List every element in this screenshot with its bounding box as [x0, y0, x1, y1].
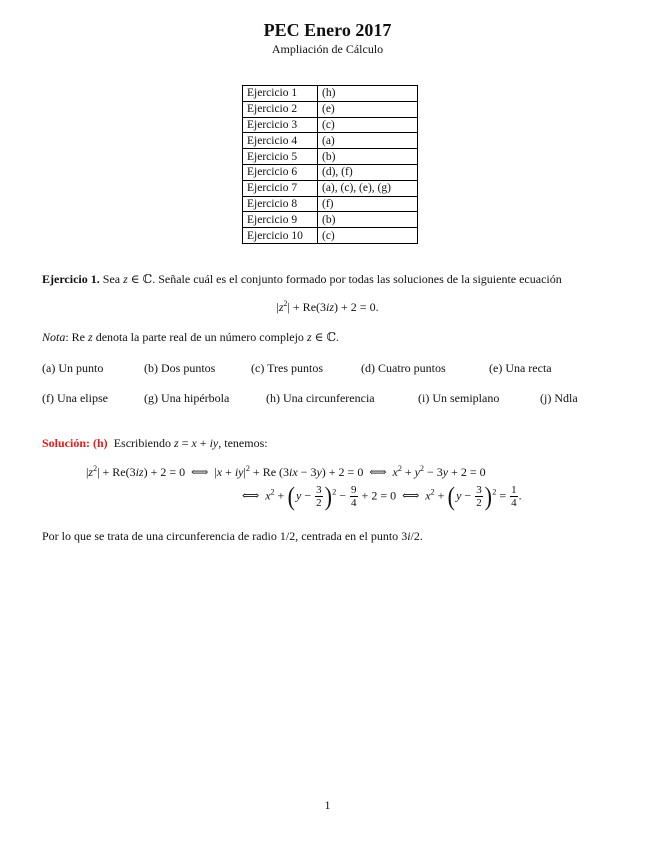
- answers-table-row: [243, 101, 418, 117]
- option-b: (b) Dos puntos: [144, 361, 216, 375]
- note-label: Nota: [42, 330, 66, 344]
- solution-conclusion: Por lo que se trata de una circunferencia de radio 1/2, centrada en el punto 3i/2.: [42, 529, 423, 543]
- answers-table-row: [243, 180, 418, 196]
- option-e: (e) Una recta: [489, 361, 552, 375]
- exercise-1-equation: $|z^2| + Re(3iz) + 2 = 0$.: [276, 299, 379, 314]
- exercise-cell: Ejercicio 1: [243, 86, 318, 102]
- option-h: (h) Una circunferencia: [266, 391, 375, 405]
- answer-cell: (c): [318, 117, 418, 133]
- solution-equation-line-1: $|z^2| + Re(3iz) + 2 = 0$ ⟺ $|x + iy|^2 + Re$ (3ix − 3y) + 2 = 0 ⟺ $x^2 + y^2 - 3y + 2 = 0$: [86, 464, 486, 479]
- answer-cell: (a): [318, 133, 418, 149]
- answer-cell: (a), (c), (e), (g): [318, 180, 418, 196]
- exercise-cell: Ejercicio 8: [243, 196, 318, 212]
- option-i: (i) Un semiplano: [418, 391, 500, 405]
- solution-conclusion-text: Por lo que se trata de una circunferencia de radio 1/2, centrada en el punto: [42, 529, 399, 543]
- answers-table-row: [243, 212, 418, 228]
- exercise-cell: Ejercicio 2: [243, 101, 318, 117]
- exercise-cell: Ejercicio 6: [243, 164, 318, 180]
- solution-intro-end: , tenemos:: [218, 436, 268, 450]
- solution-intro: Solución: (h) Escribiendo z = x + iy, tenemos:: [42, 436, 268, 450]
- answers-table-row: [243, 133, 418, 149]
- answer-cell: (h): [318, 86, 418, 102]
- solution-equation-line-2: ⟺ $x^2 + (y$ − $\frac{3}{2}$ )$^2$ − $\frac{9}{4}$ + 2 = 0 ⟺ $x^2 + (y$ − $\frac{3}{2}$ )$^2$ = $\frac{1}{4}$ .: [242, 481, 522, 511]
- option-d: (d) Cuatro puntos: [361, 361, 446, 375]
- exercise-cell: Ejercicio 10: [243, 228, 318, 244]
- exercise-1-statement: Ejercicio 1. Sea z ∈ ℂ. Señale cuál es el conjunto formado por todas las soluciones de la siguiente ecuación: [42, 272, 562, 286]
- answers-table: [242, 85, 418, 244]
- option-c: (c) Tres puntos: [251, 361, 324, 375]
- note-text: denota la parte real de un número complejo: [95, 330, 304, 344]
- exercise-1-text: Señale cuál es el conjunto formado por todas las soluciones de la siguiente ecuación: [158, 272, 562, 286]
- answer-cell: (f): [318, 196, 418, 212]
- exercise-cell: Ejercicio 3: [243, 117, 318, 133]
- option-g: (g) Una hipérbola: [144, 391, 230, 405]
- exercise-1-note: Nota: Re z denota la parte real de un número complejo z ∈ ℂ.: [42, 330, 340, 344]
- answer-cell: (b): [318, 212, 418, 228]
- answers-table-row: [243, 196, 418, 212]
- document-subtitle: Ampliación de Cálculo: [271, 42, 384, 56]
- exercise-cell: Ejercicio 7: [243, 180, 318, 196]
- answer-cell: (e): [318, 101, 418, 117]
- page-number: 1: [324, 798, 331, 812]
- answers-table-row: [243, 86, 418, 102]
- exercise-1-label: Ejercicio 1.: [42, 272, 100, 286]
- answers-table-row: [243, 117, 418, 133]
- document-title: PEC Enero 2017: [263, 20, 392, 40]
- exercise-cell: Ejercicio 4: [243, 133, 318, 149]
- answer-cell: (d), (f): [318, 164, 418, 180]
- answers-table-row: [243, 149, 418, 165]
- answers-table-row: [243, 164, 418, 180]
- answer-cell: (c): [318, 228, 418, 244]
- exercise-cell: Ejercicio 5: [243, 149, 318, 165]
- option-f: (f) Una elipse: [42, 391, 108, 405]
- answer-cell: (b): [318, 149, 418, 165]
- answers-table-row: [243, 228, 418, 244]
- solution-label: Solución: (h): [42, 436, 108, 450]
- solution-intro-text: Escribiendo: [113, 436, 172, 450]
- option-j: (j) Ndla: [540, 391, 578, 405]
- exercise-cell: Ejercicio 9: [243, 212, 318, 228]
- option-a: (a) Un punto: [42, 361, 104, 375]
